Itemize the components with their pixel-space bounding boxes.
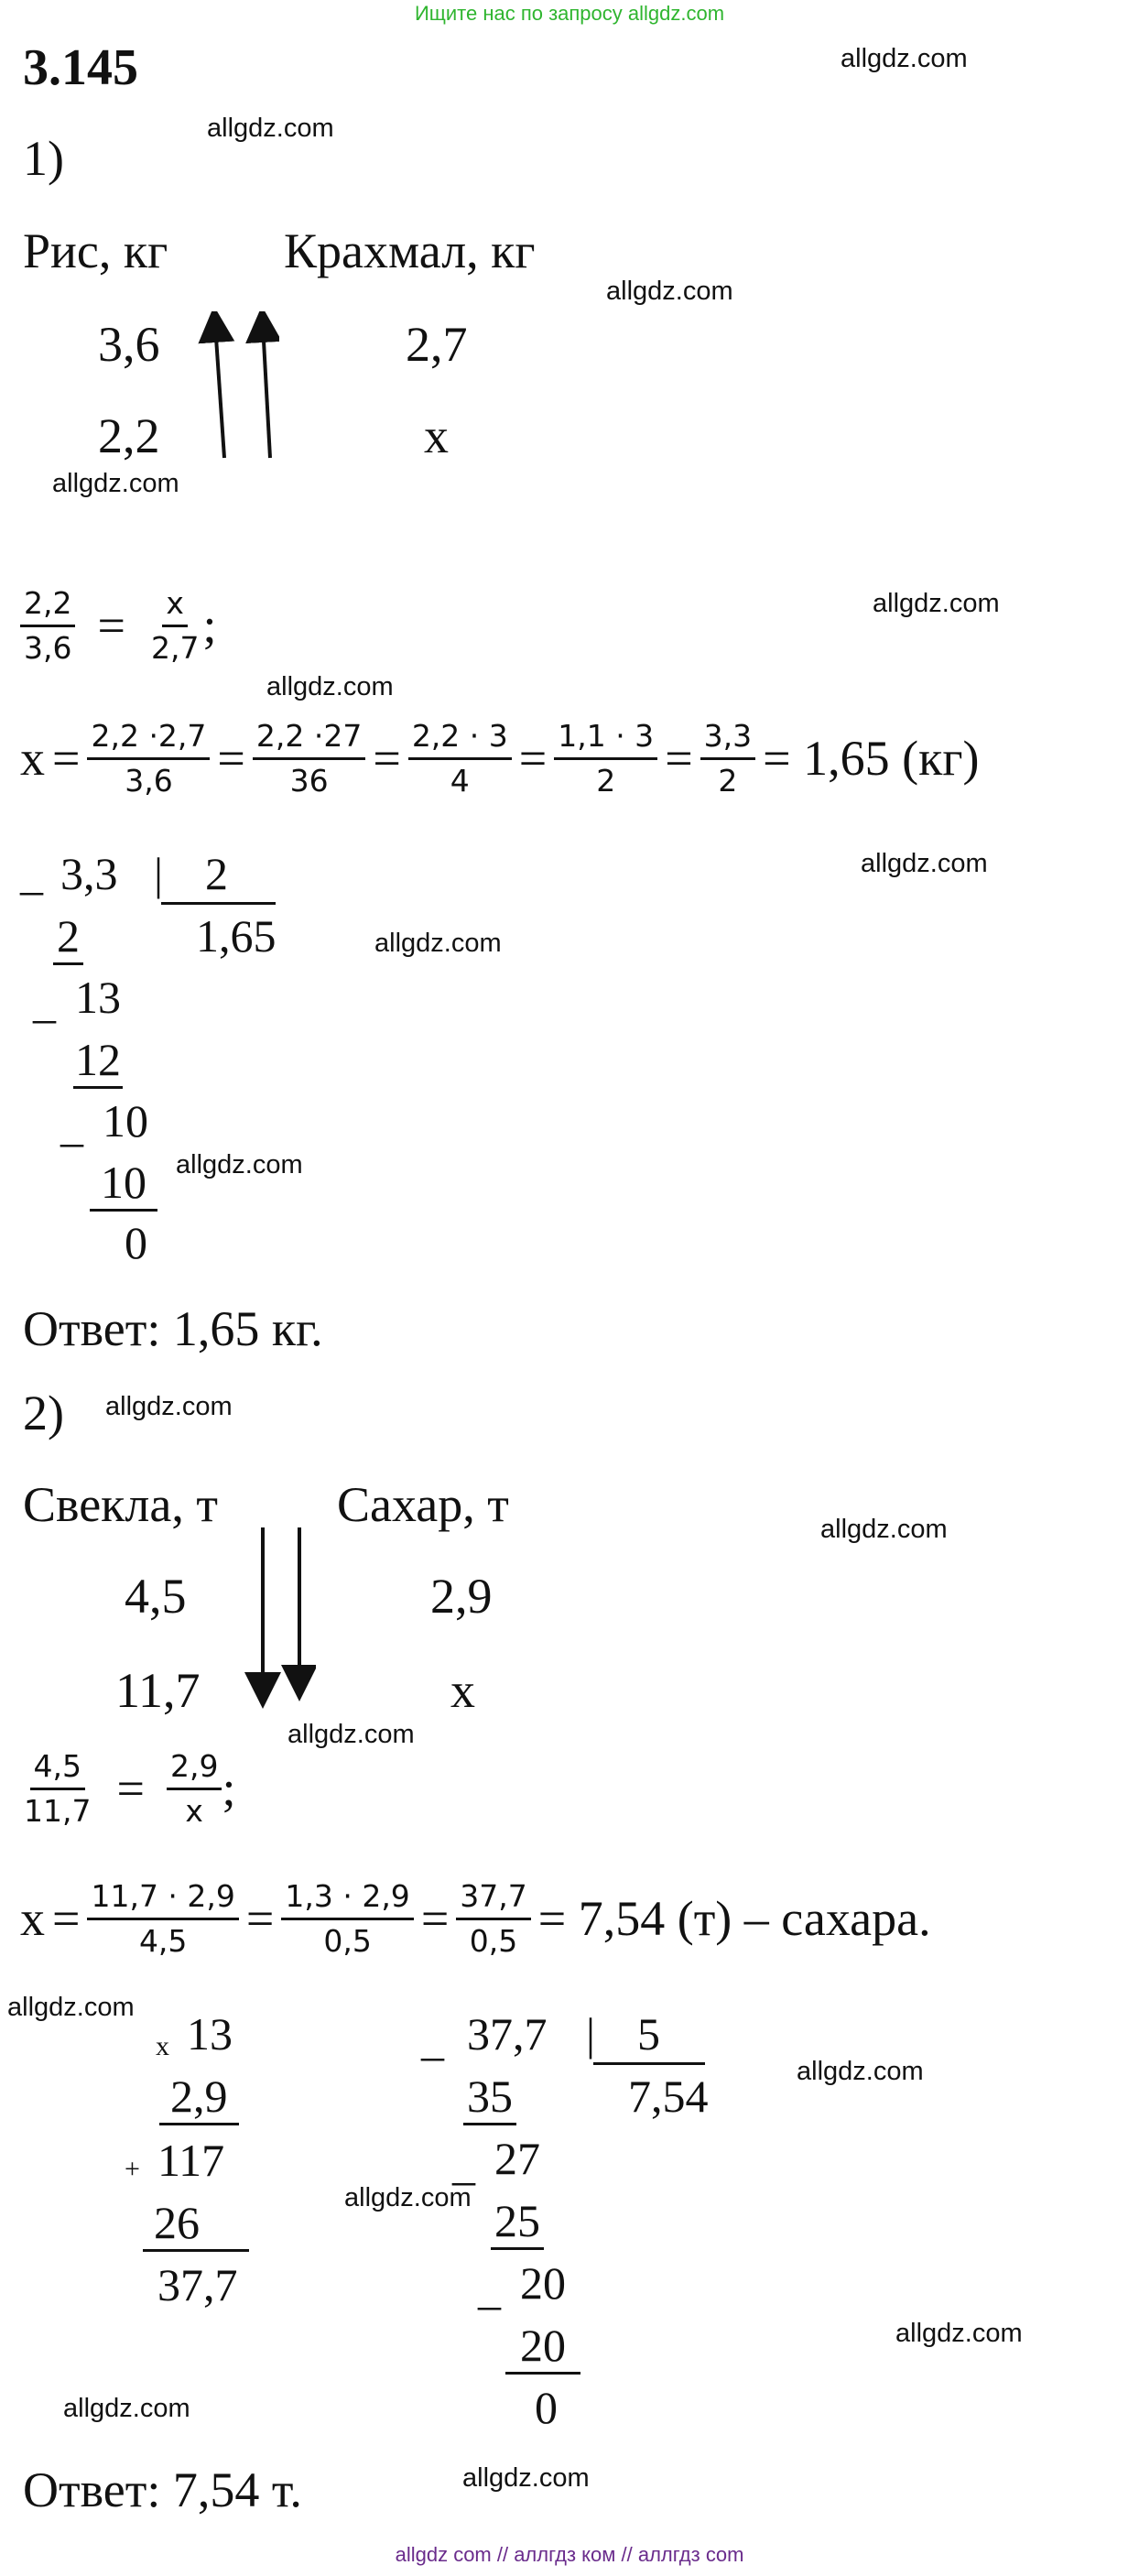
div1-bar: | — [154, 848, 164, 899]
div1-bar-underline — [161, 902, 276, 905]
div1-minus: _ — [33, 976, 56, 1027]
div2-minus: _ — [478, 2263, 501, 2314]
equals-sign: = — [97, 598, 125, 654]
part2-label: 2) — [23, 1386, 64, 1440]
div1-divisor: 2 — [205, 848, 228, 899]
div2-bar: | — [586, 2008, 596, 2060]
top-banner[interactable]: Ищите нас по запросу allgdz.com — [414, 2, 725, 25]
div2-divisor: 5 — [637, 2008, 660, 2060]
part2-arrows — [243, 1527, 316, 1711]
watermark: allgdz.com — [841, 44, 968, 73]
watermark: allgdz.com — [374, 929, 502, 958]
part2-row2-b: x — [450, 1663, 475, 1718]
part1-row2-b: x — [424, 408, 449, 463]
watermark: allgdz.com — [873, 589, 1000, 618]
mul-partial-2: 26 — [143, 2196, 249, 2252]
arrow-up-icon — [263, 324, 270, 458]
fraction: $\frac{1,1 \cdot 3}{2}$ — [554, 719, 657, 799]
part1-row1-b: 2,7 — [406, 317, 468, 372]
part2-answer: Ответ: 7,54 т. — [23, 2462, 302, 2517]
part1-row2-a: 2,2 — [98, 408, 160, 463]
fraction: $\frac{2,9}{x}$ — [167, 1749, 222, 1829]
part1-row1-a: 3,6 — [98, 317, 160, 372]
watermark: allgdz.com — [462, 2463, 590, 2493]
fraction: $\frac{2,2 \cdot 27}{36}$ — [253, 719, 365, 799]
watermark: allgdz.com — [7, 1993, 135, 2022]
watermark: allgdz.com — [52, 469, 179, 498]
watermark: allgdz.com — [287, 1720, 415, 1749]
part2-proportion: $\frac{4,5}{11,7}$ = $\frac{2,9}{x}$ ; — [20, 1749, 235, 1829]
part2-col1-header: Свекла, т — [23, 1477, 218, 1532]
part2-col2-header: Сахар, т — [337, 1477, 509, 1532]
arrow-up-icon — [215, 324, 224, 458]
div2-minus: _ — [421, 2014, 444, 2065]
div2-bar-underline — [593, 2062, 705, 2065]
div1-step: 10 — [103, 1095, 148, 1147]
watermark: allgdz.com — [820, 1515, 948, 1544]
bottom-banner[interactable]: allgdz com // аллгдз ком // аллгдз com — [395, 2543, 744, 2566]
part1-answer: Ответ: 1,65 кг. — [23, 1301, 323, 1356]
watermark: allgdz.com — [63, 2394, 190, 2423]
fraction: $\frac{4,5}{11,7}$ — [24, 1748, 92, 1829]
mul-plus-sign: + — [125, 2154, 140, 2184]
div2-step: 20 — [505, 2319, 580, 2375]
watermark: allgdz.com — [207, 114, 334, 143]
div1-dividend: 3,3 — [60, 848, 118, 899]
div2-minus: _ — [452, 2138, 475, 2190]
mul-factor-a: 13 — [187, 2008, 233, 2060]
fraction: $\frac{37,7}{0,5}$ — [456, 1879, 530, 1959]
fraction: $\frac{11,7 \cdot 2,9}{4,5}$ — [87, 1879, 238, 1959]
mul-times-sign: x — [156, 2031, 169, 2061]
fraction: $\frac{x}{2,7}$ — [150, 585, 200, 666]
watermark: allgdz.com — [266, 672, 394, 701]
div2-step: 27 — [494, 2133, 540, 2184]
div2-step: 25 — [491, 2194, 544, 2250]
watermark: allgdz.com — [606, 277, 733, 306]
div2-step: 35 — [463, 2070, 516, 2125]
watermark: allgdz.com — [861, 849, 988, 878]
div1-quotient: 1,65 — [196, 910, 277, 962]
fraction: $\frac{1,3 \cdot 2,9}{0,5}$ — [281, 1879, 413, 1959]
watermark: allgdz.com — [344, 2183, 472, 2212]
fraction: $\frac{2,2 \cdot 2,7}{3,6}$ — [87, 719, 210, 799]
mul-result: 37,7 — [157, 2259, 238, 2310]
part1-solution: x = $\frac{2,2 \cdot 2,7}{3,6}$ = $\frac{2,2 \cdot 27}{36}$ = $\frac{2,2 \cdot 3}{4}$ = $\frac{1,1 \cdot 3}{2}$ = $\frac{3,3}{2}$ = 1,65 (кг) — [20, 718, 980, 799]
watermark: allgdz.com — [797, 2057, 924, 2086]
div2-quotient: 7,54 — [628, 2071, 709, 2122]
fraction: $\frac{2,2 \cdot 3}{4}$ — [408, 719, 512, 799]
div1-step: 12 — [73, 1033, 123, 1089]
part2-solution: x = $\frac{11,7 \cdot 2,9}{4,5}$ = $\frac{1,3 \cdot 2,9}{0,5}$ = $\frac{37,7}{0,5}$ = 7,54 (т) – сахара. — [20, 1878, 931, 1959]
part1-arrows — [197, 311, 279, 467]
fraction: $\frac{3,3}{2}$ — [700, 719, 755, 799]
div1-step: 13 — [75, 972, 121, 1023]
div2-step: 20 — [520, 2257, 566, 2309]
div1-minus: _ — [20, 848, 43, 899]
watermark: allgdz.com — [105, 1392, 233, 1421]
watermark: allgdz.com — [176, 1150, 303, 1179]
mul-factor-b: 2,9 — [159, 2070, 239, 2125]
div1-step: 2 — [53, 909, 83, 965]
fraction: $\frac{2,2}{3,6}$ — [20, 586, 75, 666]
equals-sign: = — [116, 1761, 145, 1817]
part2-row2-a: 11,7 — [115, 1663, 201, 1718]
mul-partial-1: 117 — [157, 2135, 225, 2186]
task-number: 3.145 — [23, 39, 138, 96]
div1-step: 0 — [125, 1217, 147, 1268]
watermark: allgdz.com — [895, 2319, 1023, 2348]
part2-row1-a: 4,5 — [125, 1569, 187, 1624]
part1-proportion: $\frac{2,2}{3,6}$ = $\frac{x}{2,7}$ ; — [20, 586, 216, 666]
part2-row1-b: 2,9 — [430, 1569, 493, 1624]
part1-label: 1) — [23, 131, 64, 186]
part1-col1-header: Рис, кг — [23, 223, 168, 278]
div2-step: 0 — [535, 2382, 558, 2433]
div1-minus: _ — [60, 1100, 83, 1151]
part1-col2-header: Крахмал, кг — [284, 223, 536, 278]
div1-step: 10 — [90, 1156, 157, 1212]
div2-dividend: 37,7 — [467, 2008, 548, 2060]
